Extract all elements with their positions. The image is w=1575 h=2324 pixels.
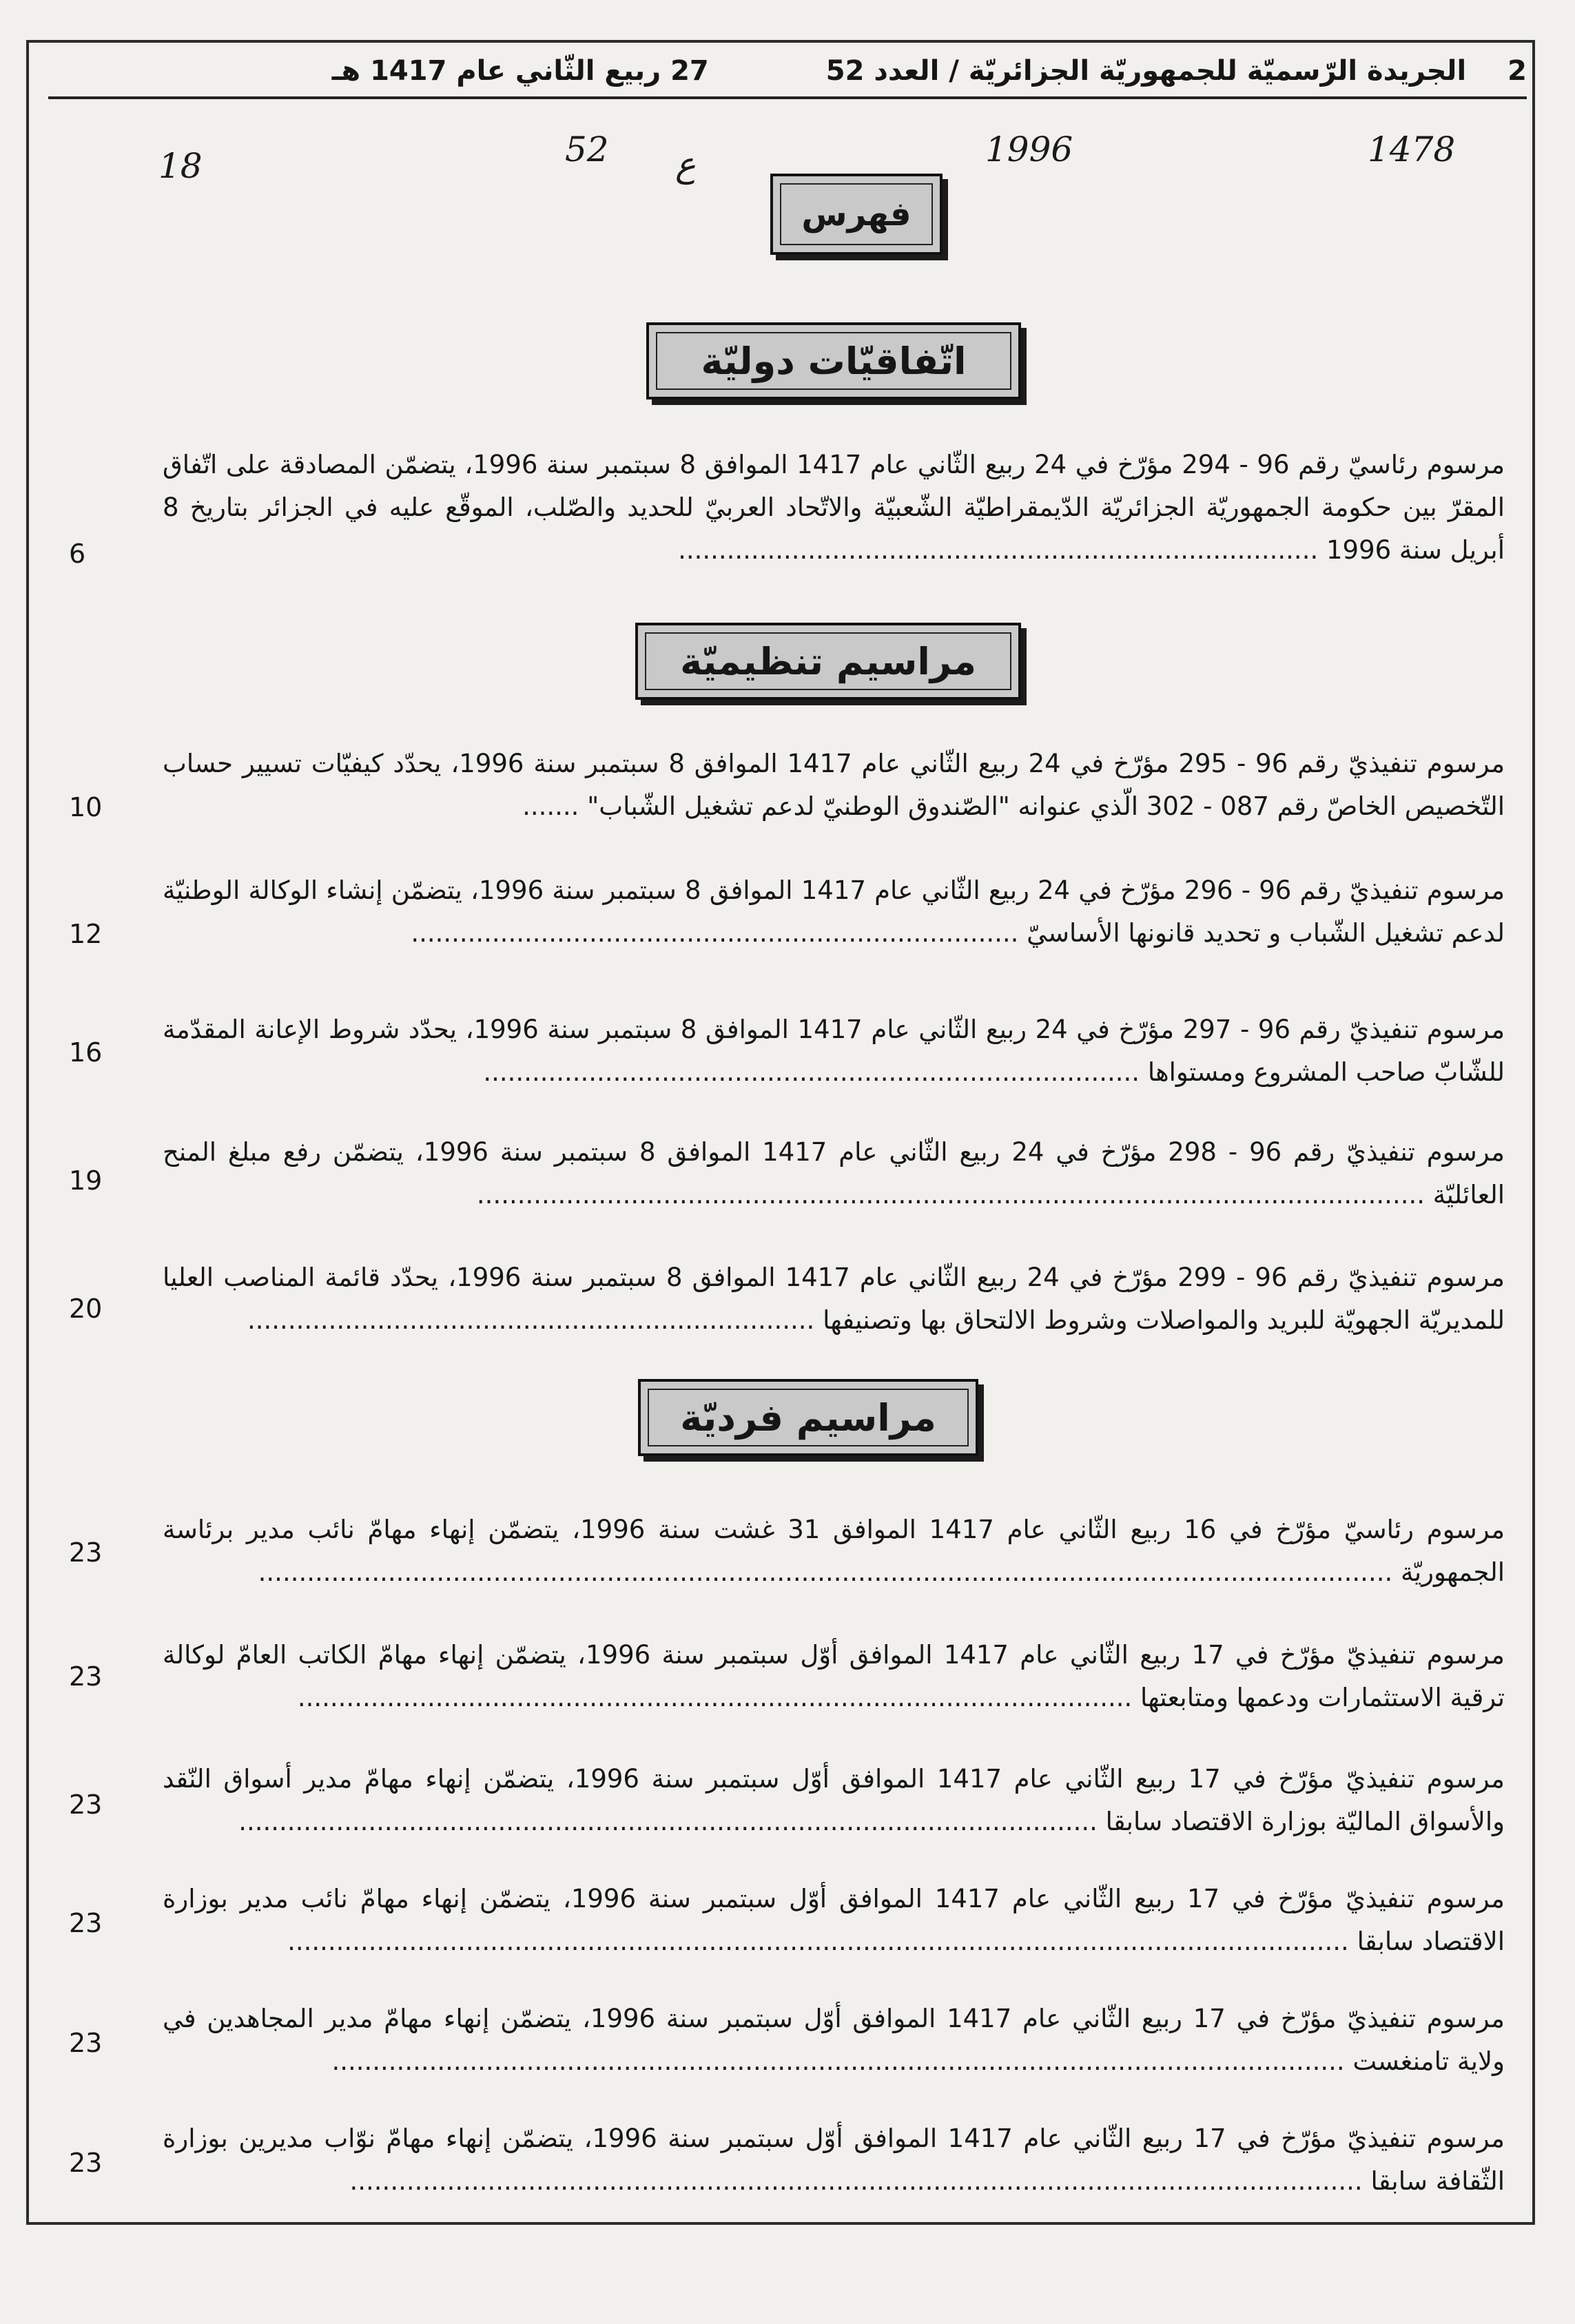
list-item: مرسوم تنفيذيّ مؤرّخ في 17 ربيع الثّاني عام 1417 الموافق أوّل سبتمبر سنة 1996، يتضمّن إنهاء مهامّ نوّاب مديرين بوزارة الثّقافة سابقا ............................................................................................................................. xyxy=(163,2124,1505,2196)
page-reference: 23 xyxy=(69,1661,103,1692)
list-item: مرسوم رئاسيّ مؤرّخ في 16 ربيع الثّاني عام 1417 الموافق 31 غشت سنة 1996، يتضمّن إنهاء مهامّ نائب مدير برئاسة الجمهوريّة ............................................................................................................................................ xyxy=(163,1515,1505,1587)
section-heading-individual: مراسيم فرديّة xyxy=(638,1379,978,1456)
list-item: مرسوم تنفيذيّ رقم 96 - 299 مؤرّخ في 24 ربيع الثّاني عام 1417 الموافق 8 سبتمبر سنة 1996، يحدّد قائمة المناصب العليا للمديريّة الجهويّة للبريد والمواصلات وشروط الالتحاق بها وتصنيفها ...................................................................... xyxy=(163,1263,1505,1335)
handwritten-note: 1996 xyxy=(985,129,1073,169)
page-reference: 20 xyxy=(69,1294,103,1324)
list-item: مرسوم تنفيذيّ رقم 96 - 296 مؤرّخ في 24 ربيع الثّاني عام 1417 الموافق 8 سبتمبر سنة 1996، يتضمّن إنشاء الوكالة الوطنيّة لدعم تشغيل الشّباب و تحديد قانونها الأساسيّ ........................................................................... xyxy=(163,875,1505,948)
list-item: مرسوم تنفيذيّ مؤرّخ في 17 ربيع الثّاني عام 1417 الموافق أوّل سبتمبر سنة 1996، يتضمّن إنهاء مهامّ مدير أسواق النّقد والأسواق الماليّة بوزارة الاقتصاد سابقا .......................................................................................................... xyxy=(163,1764,1505,1836)
handwritten-note: 1478 xyxy=(1368,129,1456,169)
list-item: مرسوم تنفيذيّ رقم 96 - 298 مؤرّخ في 24 ربيع الثّاني عام 1417 الموافق 8 سبتمبر سنة 1996، يتضمّن رفع مبلغ المنح العائليّة ..................................................................................................................... xyxy=(163,1137,1505,1210)
index-heading: فهرس xyxy=(770,174,943,255)
list-item: مرسوم تنفيذيّ مؤرّخ في 17 ربيع الثّاني عام 1417 الموافق أوّل سبتمبر سنة 1996، يتضمّن إنهاء مهامّ مدير المجاهدين في ولاية تامنغست ............................................................................................................................. xyxy=(163,2004,1505,2076)
list-item: مرسوم تنفيذيّ مؤرّخ في 17 ربيع الثّاني عام 1417 الموافق أوّل سبتمبر سنة 1996، يتضمّن إنهاء مهامّ نائب مدير بوزارة الاقتصاد سابقا ................................................................................................................................... xyxy=(163,1884,1505,1956)
handwritten-note: 52 xyxy=(565,129,609,169)
page-reference: 16 xyxy=(69,1037,103,1068)
page-reference: 23 xyxy=(69,1537,103,1568)
section-heading-regulatory: مراسيم تنظيميّة xyxy=(635,623,1021,700)
handwritten-note: ع xyxy=(675,145,696,185)
page-reference: 6 xyxy=(69,539,86,569)
page-number: 2 xyxy=(1507,55,1527,87)
page-reference: 12 xyxy=(69,919,103,949)
handwritten-note: 18 xyxy=(158,146,203,186)
page-header xyxy=(48,50,1527,92)
journal-title: الجريدة الرّسميّة للجمهوريّة الجزائريّة / العدد 52 xyxy=(825,55,1467,87)
list-item: مرسوم تنفيذيّ رقم 96 - 297 مؤرّخ في 24 ربيع الثّاني عام 1417 الموافق 8 سبتمبر سنة 1996، يحدّد شروط الإعانة المقدّمة للشّابّ صاحب المشروع ومستواها ................................................................................. xyxy=(163,1015,1505,1087)
list-item: مرسوم رئاسيّ رقم 96 - 294 مؤرّخ في 24 ربيع الثّاني عام 1417 الموافق 8 سبتمبر سنة 1996، يتضمّن المصادقة على اتّفاق المقرّ بين حكومة الجمهوريّة الجزائريّة الدّيمقراطيّة الشّعبيّة والاتّحاد العربيّ للحديد والصّلب، الموقّع عليه في الجزائر بتاريخ 8 أبريل سنة 1996 ............................................................................... xyxy=(163,450,1505,565)
page-reference: 10 xyxy=(69,792,103,822)
header-rule xyxy=(48,96,1527,99)
page-reference: 23 xyxy=(69,1789,103,1820)
section-heading-international: اتّفاقيّات دوليّة xyxy=(646,322,1021,400)
page-reference: 23 xyxy=(69,2028,103,2058)
hijri-date: 27 ربيع الثّاني عام 1417 هـ xyxy=(331,55,709,87)
page-reference: 23 xyxy=(69,1908,103,1938)
list-item: مرسوم تنفيذيّ رقم 96 - 295 مؤرّخ في 24 ربيع الثّاني عام 1417 الموافق 8 سبتمبر سنة 1996، يحدّد كيفيّات تسيير حساب التّخصيص الخاصّ رقم 087 - 302 الّذي عنوانه "الصّندوق الوطنيّ لدعم تشغيل الشّباب" ....... xyxy=(163,749,1505,821)
page-reference: 23 xyxy=(69,2148,103,2178)
list-item: مرسوم تنفيذيّ مؤرّخ في 17 ربيع الثّاني عام 1417 الموافق أوّل سبتمبر سنة 1996، يتضمّن إنهاء مهامّ الكاتب العامّ لوكالة ترقية الاستثمارات ودعمها ومتابعتها ....................................................................................................... xyxy=(163,1640,1505,1712)
page-reference: 19 xyxy=(69,1165,103,1196)
